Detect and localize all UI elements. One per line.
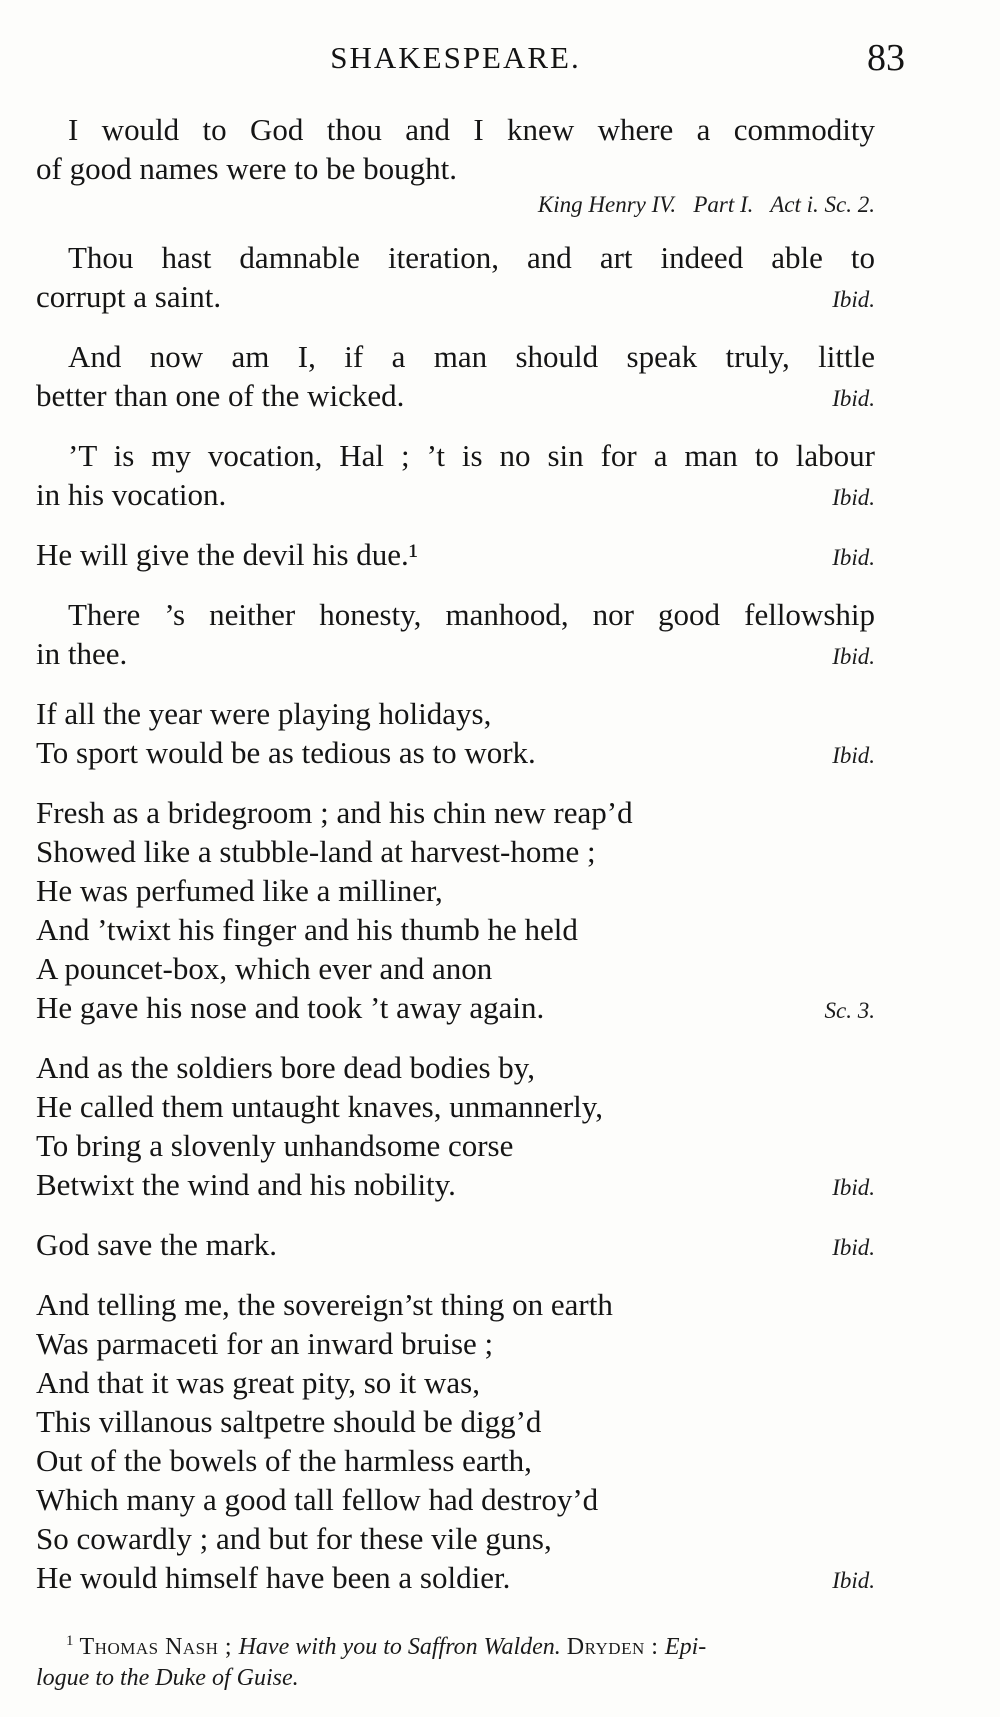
quote-attribution: Sc. 3. <box>824 998 875 1023</box>
quote-line: If all the year were playing holidays, <box>36 696 492 731</box>
quote-block <box>36 1048 875 1207</box>
quote-line: A pouncet-box, which ever and anon <box>36 951 493 986</box>
footnote-text-segment: Have with you to Saffron Walden. <box>238 1634 561 1660</box>
footnote-text-segment: Dryden : <box>566 1634 665 1660</box>
quote-line: He was perfumed like a milliner, <box>36 873 443 908</box>
quote-block <box>36 595 875 676</box>
page-number: 83 <box>867 37 905 79</box>
quote-line: Out of the bowels of the harmless earth, <box>36 1443 532 1478</box>
quote-line: So cowardly ; and but for these vile guns, <box>36 1521 552 1556</box>
footnote-text-segment: Epi- <box>664 1634 707 1660</box>
quote-line: He called them untaught knaves, unmannerly, <box>36 1089 604 1124</box>
footnote-text-segment: Thomas Nash ; <box>73 1634 239 1660</box>
quote-block <box>36 694 875 775</box>
quote-line: He would himself have been a soldier. <box>36 1560 511 1595</box>
footnote-line <box>36 1663 875 1694</box>
quote-line: better than one of the wicked. <box>36 378 405 413</box>
quote-attribution: Ibid. <box>832 743 875 768</box>
quote-line: Fresh as a bridegroom ; and his chin new reap’d <box>36 795 633 830</box>
footnote-text-segment: logue to the Duke of Guise. <box>36 1665 299 1691</box>
quote-line: in thee. <box>36 636 128 671</box>
quote-line: And telling me, the sovereign’st thing on earth <box>36 1287 613 1322</box>
quote-line: Showed like a stubble-land at harvest-home ; <box>36 834 596 869</box>
quote-attribution: Ibid. <box>832 1235 875 1260</box>
quote-line: of good names were to be bought. <box>36 151 457 186</box>
quote-block <box>36 110 875 220</box>
quote-line: Was parmaceti for an inward bruise ; <box>36 1326 494 1361</box>
quote-attribution: Ibid. <box>832 287 875 312</box>
quote-line: in his vocation. <box>36 477 227 512</box>
quote-line: And as the soldiers bore dead bodies by, <box>36 1050 536 1085</box>
quote-attribution: Ibid. <box>832 485 875 510</box>
quote-line: To bring a slovenly unhandsome corse <box>36 1128 514 1163</box>
quote-line: Which many a good tall fellow had destroy’d <box>36 1482 599 1517</box>
quote-line: He gave his nose and took ’t away again. <box>36 990 545 1025</box>
footnote <box>36 1626 875 1694</box>
quote-block <box>36 238 875 319</box>
quote-attribution: Ibid. <box>832 545 875 570</box>
attribution-row <box>36 190 875 220</box>
quote-attribution: Ibid. <box>832 1568 875 1593</box>
quote-block <box>36 1225 875 1267</box>
quote-attribution: Ibid. <box>832 386 875 411</box>
quote-line: Betwixt the wind and his nobility. <box>36 1167 456 1202</box>
page-header <box>36 37 905 84</box>
quote-line: To sport would be as tedious as to work. <box>36 735 536 770</box>
quote-line: And that it was great pity, so it was, <box>36 1365 480 1400</box>
quote-line: God save the mark. <box>36 1227 278 1262</box>
quote-block <box>36 793 875 1030</box>
quote-line: Thou hast damnable iteration, and art indeed able to <box>68 240 875 275</box>
quote-line: corrupt a saint. <box>36 279 222 314</box>
quotes-list <box>36 110 875 1600</box>
quote-block <box>36 1285 875 1600</box>
quote-line: ’T is my vocation, Hal ; ’t is no sin for a man to labour <box>68 438 875 473</box>
quote-line: And now am I, if a man should speak truly, little <box>68 339 875 374</box>
footnote-line <box>36 1626 875 1663</box>
footnote-marker: 1 <box>66 1633 74 1649</box>
quote-block <box>36 436 875 517</box>
running-title: SHAKESPEARE. <box>330 40 581 75</box>
quote-line: And ’twixt his finger and his thumb he held <box>36 912 578 947</box>
quote-block <box>36 535 875 577</box>
quote-line: I would to God thou and I knew where a commodity <box>68 112 875 147</box>
quote-line: He will give the devil his due.¹ <box>36 537 419 572</box>
quote-attribution: Ibid. <box>832 1175 875 1200</box>
quote-attribution: King Henry IV. Part I. Act i. Sc. 2. <box>537 192 875 217</box>
quote-line: There ’s neither honesty, manhood, nor good fellowship <box>68 597 875 632</box>
quote-attribution: Ibid. <box>832 644 875 669</box>
quote-line: This villanous saltpetre should be digg’d <box>36 1404 542 1439</box>
quote-block <box>36 337 875 418</box>
